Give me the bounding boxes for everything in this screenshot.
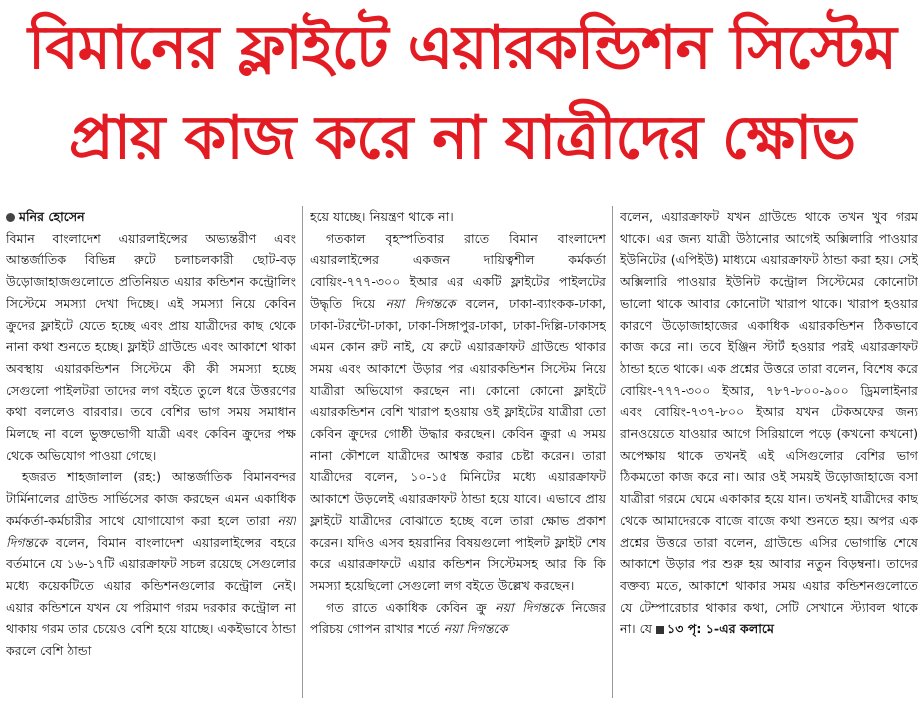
paragraph-text: বলেন, বিমান বাংলাদেশ এয়ারলাইন্সের বহরে বর্তমানে যে ১৬-১৭টি এয়ারক্রাফট সচল রয়েছে সেগুলোর মধ্যে কয়েকটিতে এয়ার কন্ডিশনগুলোর কন্ট্রোল নেই। এয়ার কন্ডিশনে যখন যে পরিমাণ গরম দরকার কন্ট্রোল না থাকায় গরম তার চেয়েও বেশি হয়ে যাচ্ছে। একইভাবে ঠান্ডা করলে বেশি ঠান্ডা — [6, 534, 296, 659]
newspaper-name: নয়া দিগন্তকে — [495, 599, 564, 615]
paragraph-text: নিজের পরিচয় গোপন রাখার শর্তে — [310, 599, 606, 637]
author-name: মনির হোসেন — [19, 209, 85, 224]
headline-line-2: প্রায় কাজ করে না যাত্রীদের ক্ষোভ — [68, 103, 856, 173]
newspaper-name: নয়া দিগন্তকে — [443, 621, 508, 637]
paragraph — [310, 597, 606, 640]
article-column-3 — [620, 206, 918, 698]
article-body — [6, 206, 918, 698]
article-column-2 — [310, 206, 606, 698]
headline-line-1: বিমানের ফ্লাইটে এয়ারকন্ডিশন সিস্টেম — [28, 13, 896, 83]
paragraph-text: বলেন, এয়ারক্রাফট যখন গ্রাউন্ডে থাকে তখন খুব গরম থাকে। এর জন্য যাত্রী উঠানোর আগেই অক্সিলারি পাওয়ার ইউনিটের (এপিইউ) মাধ্যমে এয়ারক্রাফট ঠান্ডা করা হয়। সেই অক্সিলারি পাওয়ার ইউনিট কন্ট্রোল সিস্টেমের কোনোটা ভালো থাকে আবার কোনোটা খারাপ থাকে। খারাপ হওয়ার কারণে উড়োজাহাজের একাধিক এয়ারকন্ডিশন ঠিকভাবে কাজ করে না। তবে ইঞ্জিন স্টার্ট হওয়ার পরই এয়ারক্রাফট ঠান্ডা হতে থাকে। এক প্রশ্নের উত্তরে তারা বলেন, বিশেষ করে বোয়িং-৭৭৭-৩০০ ইআর, ৭৮৭-৮০০-৯০০ ড্রিমলাইনার এবং বোয়িং-৭৩৭-৮০০ ইআর যখন টেকঅফের জন্য রানওয়েতে যাওয়ার আগে সিরিয়ালে পড়ে (কখনো কখনো) অপেক্ষায় থাকে তখনই এই এসিগুলোর বেশির ভাগ ঠিকমতো কাজ করে না। আর ওই সময়ই উড়োজাহাজে বসা যাত্রীরা গরমে ঘেমে একাকার হয়ে যান। তখনই যাত্রীদের কাছ থেকে আমাদেরকে বাজে বাজে কথা শুনতে হয়। অপর এক প্রশ্নের উত্তরে তারা বলেন, গ্রাউন্ডে এসির ভোগান্তি শেষে আকাশে উড়ার পর শুরু হয় আবার নতুন বিড়ম্বনা। তাদের বক্তব্য মতে, আকাশে থাকার সময় এয়ার কন্ডিশনগুলোতে যে টেম্পারেচার থাকার কথা, সেটি সেখানে স্ট্যাবল থাকে না। যে — [620, 209, 918, 637]
continued-on-page — [652, 621, 774, 636]
paragraph-text: গত রাতে একাধিক কেবিন ক্রু — [326, 599, 496, 615]
paragraph: বিমান বাংলাদেশ এয়ারলাইন্সের অভ্যন্তরীণ এবং আন্তর্জাতিক বিভিন্ন রুটে চলাচলকারী ছোট-বড় উড়োজাহাজগুলোতে প্রতিনিয়ত এয়ার কন্ডিশন কন্ট্রোলিং সিস্টেমে সমস্যা দেখা দিচ্ছে। এই সমস্যা নিয়ে কেবিন ক্রুদের ফ্লাইটে যেতে হচ্ছে এবং প্রায় যাত্রীদের কাছ থেকে নানা কথা শুনতে হচ্ছে। ফ্লাইট গ্রাউন্ডে এবং আকাশে থাকা অবস্থায় এয়ারকন্ডিশন সিস্টেমে কী কী সমস্যা হচ্ছে সেগুলো পাইলটরা তাদের লগ বইতে তুলে ধরে উত্তরণের কথা বললেও বারবার। তবে বেশির ভাগ সময় সমাধান মিলছে না বলে ভুক্তভোগী যাত্রী এবং কেবিন ক্রুদের পক্ষ থেকে অভিযোগ পাওয়া গেছে। — [6, 230, 296, 463]
paragraph — [620, 206, 918, 640]
continued-label: ১৩ পৃ: ১-এর কলামে — [667, 621, 774, 637]
byline — [6, 206, 296, 228]
headline — [0, 0, 924, 192]
paragraph-text: হজরত শাহজালাল (রহ:) আন্তর্জাতিক বিমানবন্দর টার্মিনালের গ্রাউন্ড সার্ভিসের কাজ করছেন এমন একাধিক কর্মকর্তা-কর্মচারীর সাথে যোগাযোগ করা হলে তারা — [6, 469, 296, 528]
paragraph-text: বলেন, ঢাকা-ব্যাংকক-ঢাকা, ঢাকা-টরন্টো-ঢাকা, ঢাকা-সিঙ্গাপুর-ঢাকা, ঢাকা-দিল্লি-ঢাকাসহ এমন কোন রুট নাই, যে রুটে এয়ারক্রাফট গ্রাউন্ডে থাকার সময় এবং আকাশে উড়ার পর এয়ারকন্ডিশন সিস্টেম নিয়ে যাত্রীরা অভিযোগ করছেন না। কোনো কোনো ফ্লাইটে এয়ারকন্ডিশন বেশি খারাপ হওয়ায় ওই ফ্লাইটের যাত্রীরা তো কেবিন ক্রুদের গোষ্ঠী উদ্ধার করছেন। কেবিন ক্রুরা এ সময় নানা কৌশলে যাত্রীদের আশ্বস্ত করার চেষ্টা করেন। তারা যাত্রীদের বলেন, ১০-১৫ মিনিটের মধ্যে এয়ারক্রাফট আকাশে উড়লেই এয়ারক্রাফট ঠান্ডা হয়ে যাবে। এভাবে প্রায় ফ্লাইটে যাত্রীদের বোঝাতে হচ্ছে বলে তারা ক্ষোভ প্রকাশ করেন। যদিও এসব হয়রানির বিষয়গুলো পাইলট ফ্লাইট শেষ করে এয়ারক্রাফটে এয়ার কন্ডিশন সিস্টেমসহ আর কি কি সমস্যা হয়েছিলো সেগুলো লগ বইতে উল্লেখ করছেন। — [310, 295, 606, 593]
newspaper-name: নয়া দিগন্তকে — [6, 512, 296, 550]
paragraph-text: গতকাল বৃহস্পতিবার রাতে বিমান বাংলাদেশ এয়ারলাইন্সের একজন দায়িত্বশীল কর্মকর্তা বোয়িং-৭৭৭-৩০০ ইআর এর একটি ফ্লাইটের পাইলটের উদ্ধৃতি দিয়ে — [310, 230, 606, 311]
square-bullet-icon — [656, 626, 664, 634]
bullet-icon — [6, 213, 15, 222]
paragraph — [310, 228, 606, 597]
paragraph — [6, 466, 296, 661]
article-column-1 — [6, 206, 296, 698]
paragraph: হয়ে যাচ্ছে। নিয়ন্ত্রণ থাকে না। — [310, 209, 454, 224]
newspaper-name: নয়া দিগন্তকে — [385, 295, 456, 311]
